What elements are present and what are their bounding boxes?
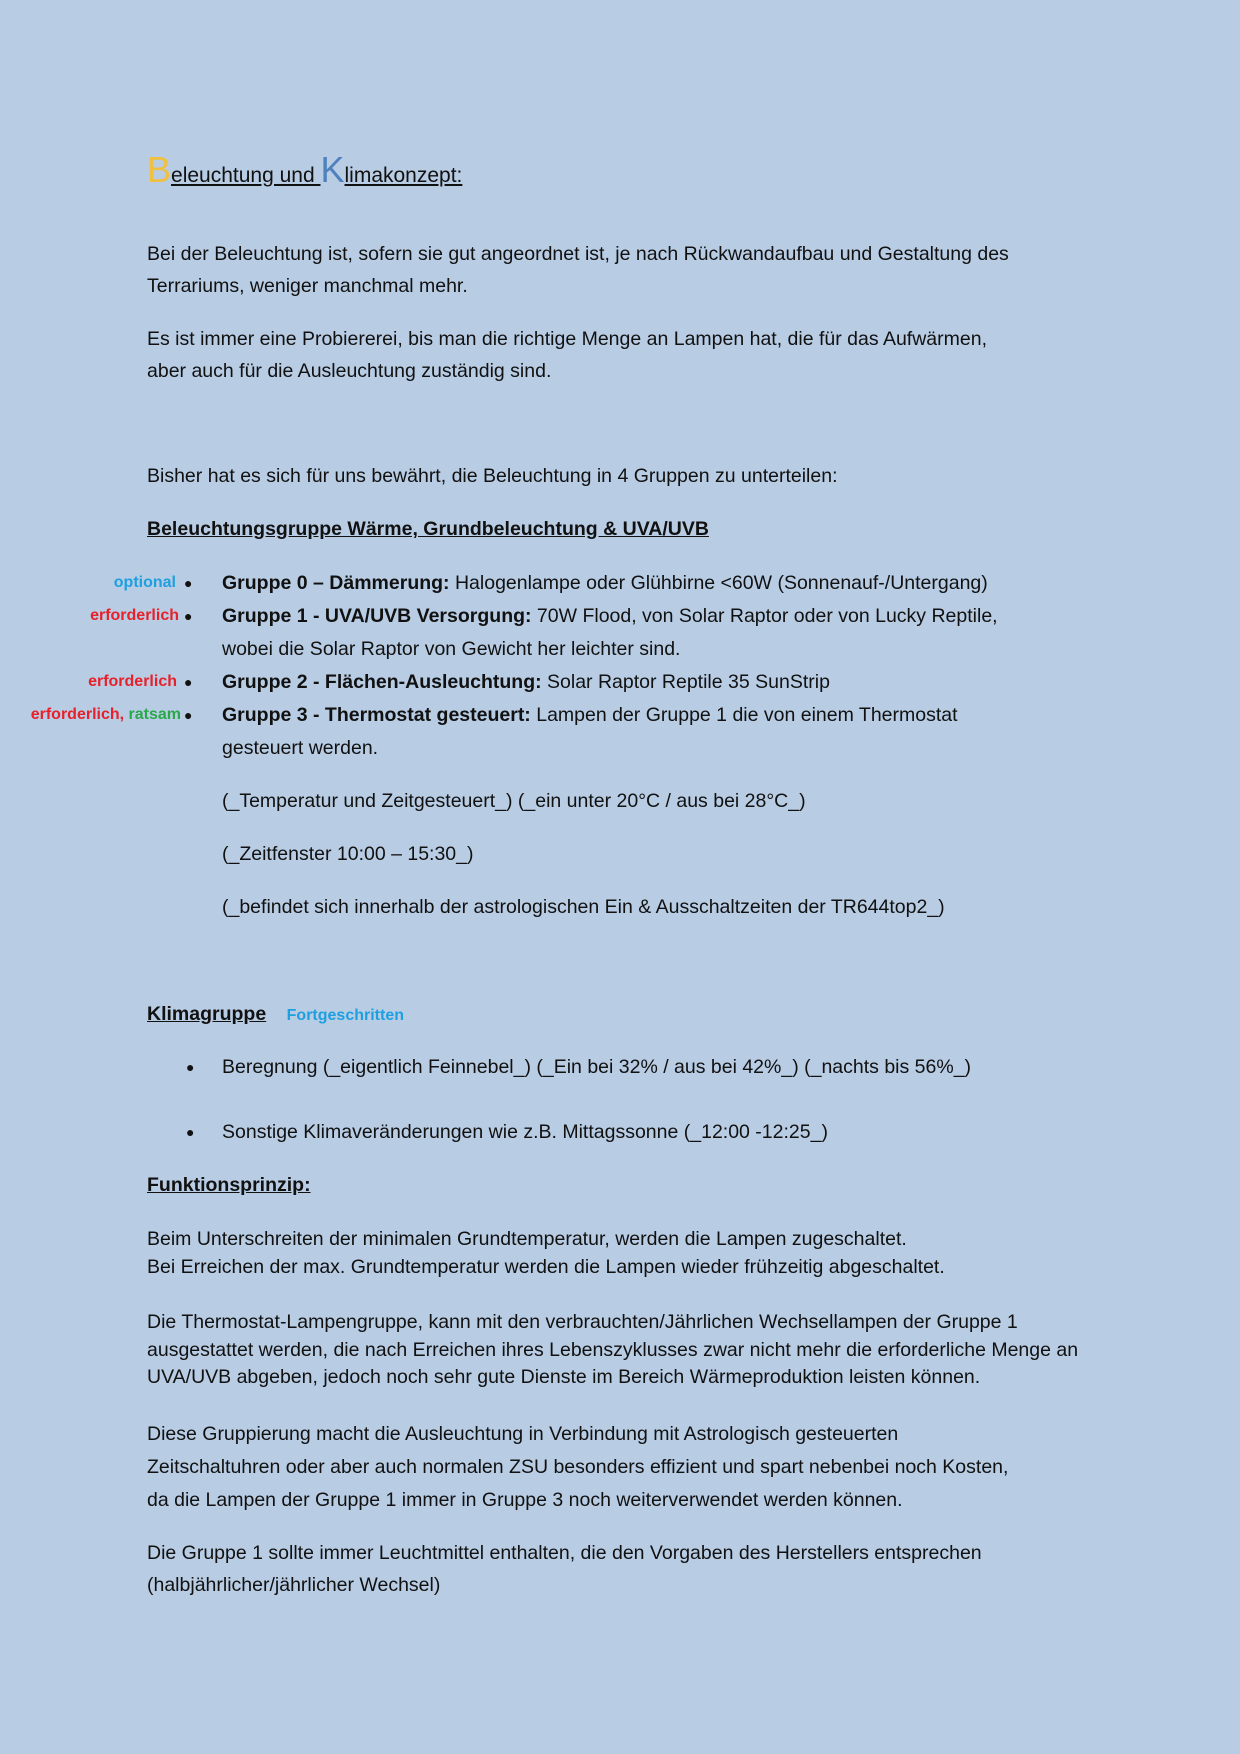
document-title	[147, 149, 463, 190]
bullet-icon: ●	[186, 1124, 195, 1140]
function-p4-l2: (halbjährlicher/jährlicher Wechsel)	[147, 1574, 441, 1596]
group-3-item	[222, 699, 958, 731]
bullet-icon: ●	[186, 1059, 195, 1075]
tag-required: erforderlich,	[30, 706, 125, 723]
climate-heading: Klimagruppe	[147, 1003, 267, 1025]
group-1-label: Gruppe 1 - UVA/UVB Versorgung:	[222, 605, 532, 627]
climate-heading-row	[147, 998, 404, 1032]
tag-advisable: ratsam	[124, 706, 181, 723]
tag-required-advisable	[0, 699, 181, 731]
group-0-text: Halogenlampe oder Glühbirne <60W (Sonnenauf-/Untergang)	[449, 572, 988, 594]
title-part-1: eleuchtung und	[171, 164, 321, 187]
climate-item-rain: Beregnung (_eigentlich Feinnebel_) (_Ein bei 32% / aus bei 42%_) (_nachts bis 56%_)	[222, 1056, 972, 1078]
bullet-icon: ●	[184, 674, 193, 690]
note-temperature: (_Temperatur und Zeitgesteuert_) (_ein unter 20°C / aus bei 28°C_)	[222, 790, 806, 812]
bullet-icon: ●	[184, 707, 193, 723]
group-0-item	[222, 567, 988, 599]
function-p3-l2: Zeitschaltuhren oder aber auch normalen ZSU besonders effizient und spart nebenbei noch Kosten,	[147, 1456, 1009, 1478]
function-heading: Funktionsprinzip:	[147, 1174, 311, 1196]
group-1-text-line2: wobei die Solar Raptor von Gewicht her leichter sind.	[222, 638, 681, 660]
intro-p1-line2: Terrariums, weniger manchmal mehr.	[147, 275, 468, 297]
tag-required: erforderlich	[90, 607, 179, 624]
note-time-window: (_Zeitfenster 10:00 – 15:30_)	[222, 843, 474, 865]
intro-p3: Bisher hat es sich für uns bewährt, die Beleuchtung in 4 Gruppen zu unterteilen:	[147, 465, 838, 487]
group-3-text-line2: gesteuert werden.	[222, 737, 379, 759]
advanced-badge: Fortgeschritten	[286, 1007, 404, 1024]
lighting-group-heading: Beleuchtungsgruppe Wärme, Grundbeleuchtung & UVA/UVB	[147, 518, 709, 540]
group-2-item	[222, 666, 830, 698]
group-1-item	[222, 600, 998, 632]
climate-item-other: Sonstige Klimaveränderungen wie z.B. Mittagssonne (_12:00 -12:25_)	[222, 1121, 828, 1143]
group-3-label: Gruppe 3 - Thermostat gesteuert:	[222, 704, 531, 726]
intro-p1-line1: Bei der Beleuchtung ist, sofern sie gut angeordnet ist, je nach Rückwandaufbau und Gestaltung des	[147, 243, 1009, 265]
intro-p2-line1: Es ist immer eine Probiererei, bis man die richtige Menge an Lampen hat, die für das Aufwärmen,	[147, 328, 987, 350]
bullet-icon: ●	[184, 575, 193, 591]
tag-required: erforderlich	[88, 673, 177, 690]
title-part-2: limakonzept:	[344, 164, 463, 187]
group-3-text: Lampen der Gruppe 1 die von einem Thermostat	[530, 704, 958, 726]
group-2-text: Solar Raptor Reptile 35 SunStrip	[541, 671, 830, 693]
bullet-icon: ●	[184, 608, 193, 624]
title-letter-b: B	[147, 149, 172, 190]
function-l2: Bei Erreichen der max. Grundtemperatur werden die Lampen wieder frühzeitig abgeschaltet.	[147, 1256, 945, 1278]
tag-optional: optional	[113, 574, 176, 591]
note-astro: (_befindet sich innerhalb der astrologischen Ein & Ausschaltzeiten der TR644top2_)	[222, 896, 945, 918]
group-2-label: Gruppe 2 - Flächen-Ausleuchtung:	[222, 671, 542, 693]
group-1-text: 70W Flood, von Solar Raptor oder von Lucky Reptile,	[531, 605, 998, 627]
function-p3-l3: da die Lampen der Gruppe 1 immer in Gruppe 3 noch weiterverwendet werden können.	[147, 1489, 903, 1511]
function-p2: Die Thermostat-Lampengruppe, kann mit den verbrauchten/Jährlichen Wechsellampen der Gruppe 1 ausgestattet werden, die nach Erreichen ihres Lebenszyklusses zwar nicht mehr die erforderliche Menge an UVA/UVB abgeben, jedoch noch sehr gute Dienste im Bereich Wärmeproduktion leisten können.	[147, 1311, 1079, 1388]
function-p4-l1: Die Gruppe 1 sollte immer Leuchtmittel enthalten, die den Vorgaben des Herstellers entsprechen	[147, 1542, 982, 1564]
intro-p2-line2: aber auch für die Ausleuchtung zuständig sind.	[147, 360, 552, 382]
function-l1: Beim Unterschreiten der minimalen Grundtemperatur, werden die Lampen zugeschaltet.	[147, 1228, 907, 1250]
group-0-label: Gruppe 0 – Dämmerung:	[222, 572, 450, 594]
title-letter-k: K	[320, 149, 345, 190]
function-p3-l1: Diese Gruppierung macht die Ausleuchtung in Verbindung mit Astrologisch gesteuerten	[147, 1423, 899, 1445]
